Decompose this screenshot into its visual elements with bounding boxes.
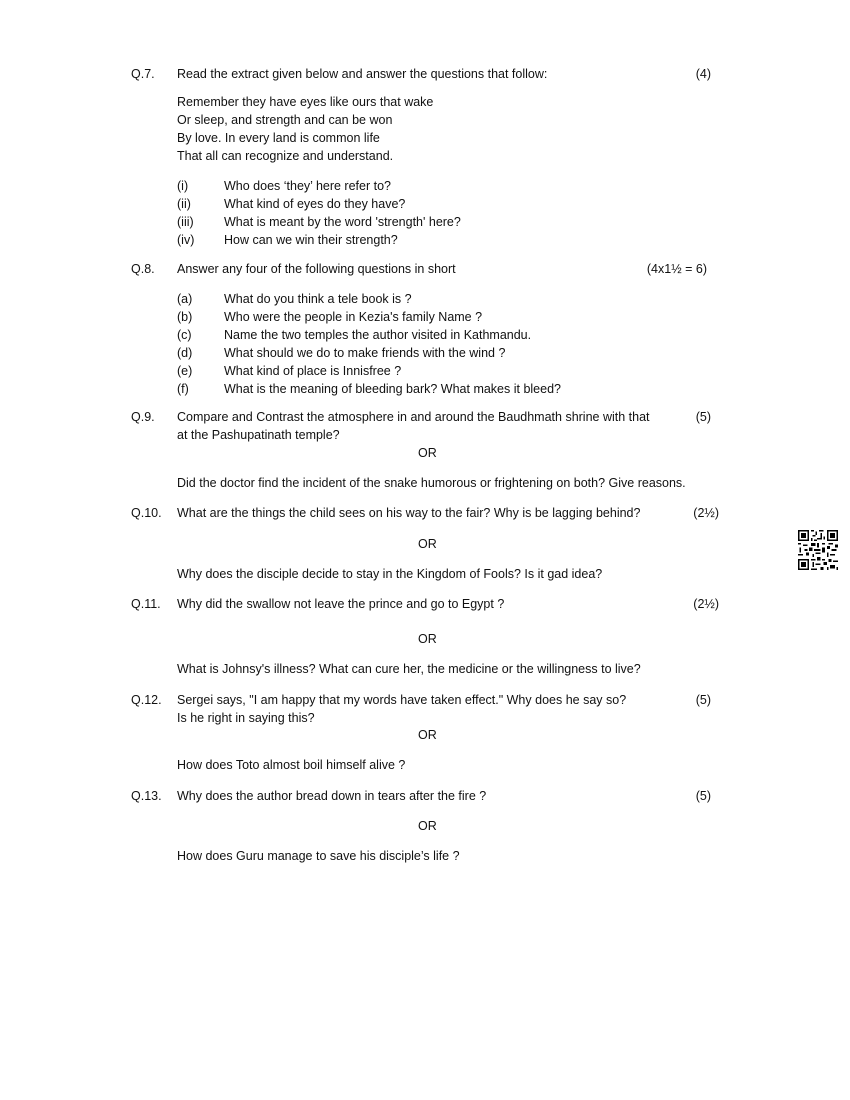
question-text: Why does the author bread down in tears after the fire ? bbox=[177, 789, 487, 803]
sub-question-label: (b) bbox=[177, 310, 193, 324]
or-separator: OR bbox=[418, 446, 437, 460]
question-number: Q.12. bbox=[131, 693, 162, 707]
question-number: Q.10. bbox=[131, 506, 162, 520]
sub-question-text: Who does ‘they’ here refer to? bbox=[224, 179, 391, 193]
sub-question bbox=[177, 195, 461, 213]
sub-question-text: What do you think a tele book is ? bbox=[224, 292, 412, 306]
question-text bbox=[177, 691, 721, 727]
sub-question-list bbox=[177, 177, 461, 249]
question-marks: (2½) bbox=[693, 506, 719, 520]
question-marks: (4x1½ = 6) bbox=[646, 262, 707, 276]
sub-question-label: (i) bbox=[177, 179, 189, 193]
poem-line: Remember they have eyes like ours that wake bbox=[177, 95, 434, 109]
or-separator: OR bbox=[418, 819, 437, 833]
poem-line: By love. In every land is common life bbox=[177, 131, 380, 145]
sub-question bbox=[177, 362, 561, 380]
sub-question-text: How can we win their strength? bbox=[224, 233, 398, 247]
question-text: Why did the swallow not leave the prince and go to Egypt ? bbox=[177, 597, 505, 611]
poem-extract bbox=[177, 93, 433, 165]
or-separator: OR bbox=[418, 632, 437, 646]
alternative-question: Did the doctor find the incident of the snake humorous or frightening on both? Give reasons. bbox=[177, 476, 686, 490]
question-text: Answer any four of the following questions in short bbox=[177, 262, 456, 276]
question-text: Read the extract given below and answer the questions that follow: bbox=[177, 67, 548, 81]
qr-code bbox=[798, 530, 838, 570]
question-marks: (4) bbox=[695, 67, 711, 81]
alternative-question: How does Guru manage to save his disciple’s life ? bbox=[177, 849, 460, 863]
question-marks: (5) bbox=[695, 789, 711, 803]
or-separator: OR bbox=[418, 537, 437, 551]
sub-question-label: (c) bbox=[177, 328, 192, 342]
sub-question-text: What should we do to make friends with the wind ? bbox=[224, 346, 506, 360]
or-separator: OR bbox=[418, 728, 437, 742]
question-number: Q.11. bbox=[131, 597, 161, 611]
sub-question-label: (iii) bbox=[177, 215, 194, 229]
sub-question bbox=[177, 177, 461, 195]
sub-question-label: (iv) bbox=[177, 233, 195, 247]
sub-question-list bbox=[177, 290, 561, 398]
question-line: Compare and Contrast the atmosphere in and around the Baudhmath shrine with that bbox=[177, 410, 650, 424]
sub-question bbox=[177, 344, 561, 362]
alternative-question: How does Toto almost boil himself alive ? bbox=[177, 758, 406, 772]
poem-line: That all can recognize and understand. bbox=[177, 149, 394, 163]
sub-question-label: (f) bbox=[177, 382, 189, 396]
sub-question-label: (e) bbox=[177, 364, 193, 378]
sub-question-text: What kind of eyes do they have? bbox=[224, 197, 406, 211]
sub-question bbox=[177, 380, 561, 398]
poem-line: Or sleep, and strength and can be won bbox=[177, 113, 393, 127]
sub-question-text: What is meant by the word 'strength' here? bbox=[224, 215, 461, 229]
question-text bbox=[177, 408, 721, 444]
question-marks: (2½) bbox=[693, 597, 719, 611]
question-marks: (5) bbox=[695, 693, 711, 707]
sub-question bbox=[177, 213, 461, 231]
sub-question-label: (d) bbox=[177, 346, 193, 360]
question-number: Q.8. bbox=[131, 262, 155, 276]
sub-question-label: (ii) bbox=[177, 197, 191, 211]
sub-question bbox=[177, 231, 461, 249]
question-line: at the Pashupatinath temple? bbox=[177, 428, 340, 442]
sub-question-label: (a) bbox=[177, 292, 193, 306]
question-number: Q.13. bbox=[131, 789, 162, 803]
sub-question bbox=[177, 290, 561, 308]
sub-question-text: Name the two temples the author visited in Kathmandu. bbox=[224, 328, 532, 342]
sub-question-text: What is the meaning of bleeding bark? What makes it bleed? bbox=[224, 382, 561, 396]
question-number: Q.9. bbox=[131, 410, 155, 424]
sub-question-text: What kind of place is Innisfree ? bbox=[224, 364, 402, 378]
question-line: Is he right in saying this? bbox=[177, 711, 315, 725]
alternative-question: Why does the disciple decide to stay in the Kingdom of Fools? Is it gad idea? bbox=[177, 567, 603, 581]
sub-question-text: Who were the people in Kezia's family Name ? bbox=[224, 310, 483, 324]
question-number: Q.7. bbox=[131, 67, 155, 81]
sub-question bbox=[177, 326, 561, 344]
question-line: Sergei says, "I am happy that my words have taken effect." Why does he say so? bbox=[177, 693, 627, 707]
sub-question bbox=[177, 308, 561, 326]
question-marks: (5) bbox=[695, 410, 711, 424]
question-text: What are the things the child sees on his way to the fair? Why is be lagging behind? bbox=[177, 506, 641, 520]
alternative-question: What is Johnsy's illness? What can cure her, the medicine or the willingness to live? bbox=[177, 662, 641, 676]
